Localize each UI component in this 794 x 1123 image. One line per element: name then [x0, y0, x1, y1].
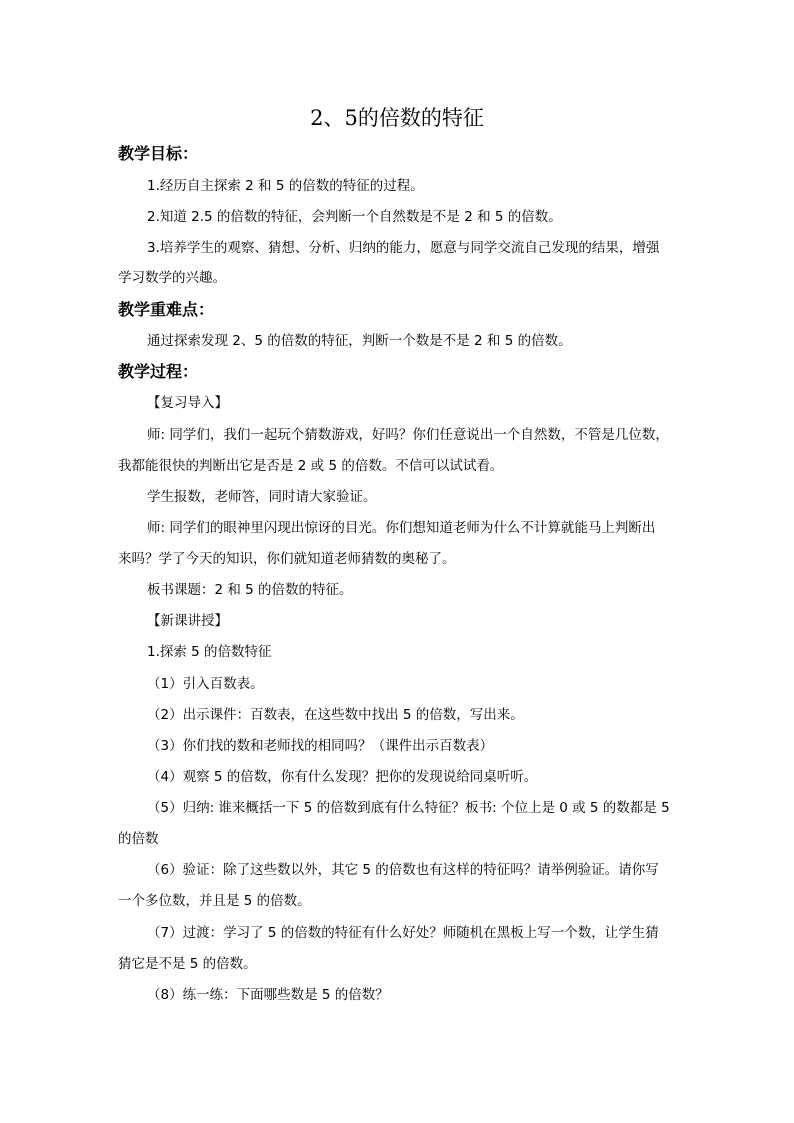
- objective-line: 1.经历自主探索 2 和 5 的倍数的特征的过程。: [147, 178, 424, 194]
- heading-objectives: 教学目标：: [118, 144, 199, 163]
- objective-line: 2.知道 2.5 的倍数的特征，会判断一个自然数是不是 2 和 5 的倍数。: [147, 209, 562, 225]
- section-label-review: 【复习导入】: [147, 395, 228, 411]
- process-line: 猜它是不是 5 的倍数。: [118, 956, 257, 972]
- process-line: （5）归纳: 谁来概括一下 5 的倍数到底有什么特征？板书: 个位上是 0 或 5 的数都是 5: [147, 800, 670, 816]
- process-line: （7）过渡：学习了 5 的倍数的特征有什么好处？师随机在黑板上写一个数，让学生猜: [147, 925, 659, 941]
- process-line: 一个多位数，并且是 5 的倍数。: [118, 893, 311, 909]
- process-line: （4）观察 5 的倍数，你有什么发现？把你的发现说给同桌听听。: [147, 769, 538, 785]
- process-line: （2）出示课件：百数表，在这些数中找出 5 的倍数，写出来。: [147, 707, 524, 723]
- objective-line: 学习数学的兴趣。: [118, 270, 226, 286]
- process-line: 师: 同学们的眼神里闪现出惊讶的目光。你们想知道老师为什么不计算就能马上判断出: [147, 520, 656, 536]
- process-line: 板书课题：2 和 5 的倍数的特征。: [147, 582, 353, 598]
- process-line: 来吗？学了今天的知识，你们就知道老师猜数的奥秘了。: [118, 551, 456, 567]
- process-line: （6）验证：除了这些数以外，其它 5 的倍数也有这样的特征吗？请举例验证。请你写: [147, 862, 659, 878]
- process-line: （8）练一练：下面哪些数是 5 的倍数？: [147, 987, 389, 1003]
- key-point-line: 通过探索发现 2、5 的倍数的特征，判断一个数是不是 2 和 5 的倍数。: [147, 333, 572, 349]
- heading-key-points: 教学重难点：: [118, 300, 215, 319]
- process-line: 1.探索 5 的倍数特征: [147, 644, 272, 660]
- process-line: 的倍数: [118, 831, 159, 847]
- objective-line: 3.培养学生的观察、猜想、分析、归纳的能力，愿意与同学交流自己发现的结果，增强: [147, 240, 660, 256]
- section-label-new-lesson: 【新课讲授】: [147, 613, 228, 629]
- process-line: 师: 同学们，我们一起玩个猜数游戏，好吗？你们任意说出一个自然数，不管是几位数，: [147, 427, 669, 443]
- process-line: （1）引入百数表。: [147, 676, 264, 692]
- process-line: 我都能很快的判断出它是否是 2 或 5 的倍数。不信可以试试看。: [118, 458, 504, 474]
- process-line: 学生报数，老师答，同时请大家验证。: [147, 489, 377, 505]
- heading-process: 教学过程：: [118, 362, 199, 381]
- document-title: 2、5的倍数的特征: [310, 106, 484, 130]
- process-line: （3）你们找的数和老师找的相同吗？（课件出示百数表）: [147, 738, 494, 754]
